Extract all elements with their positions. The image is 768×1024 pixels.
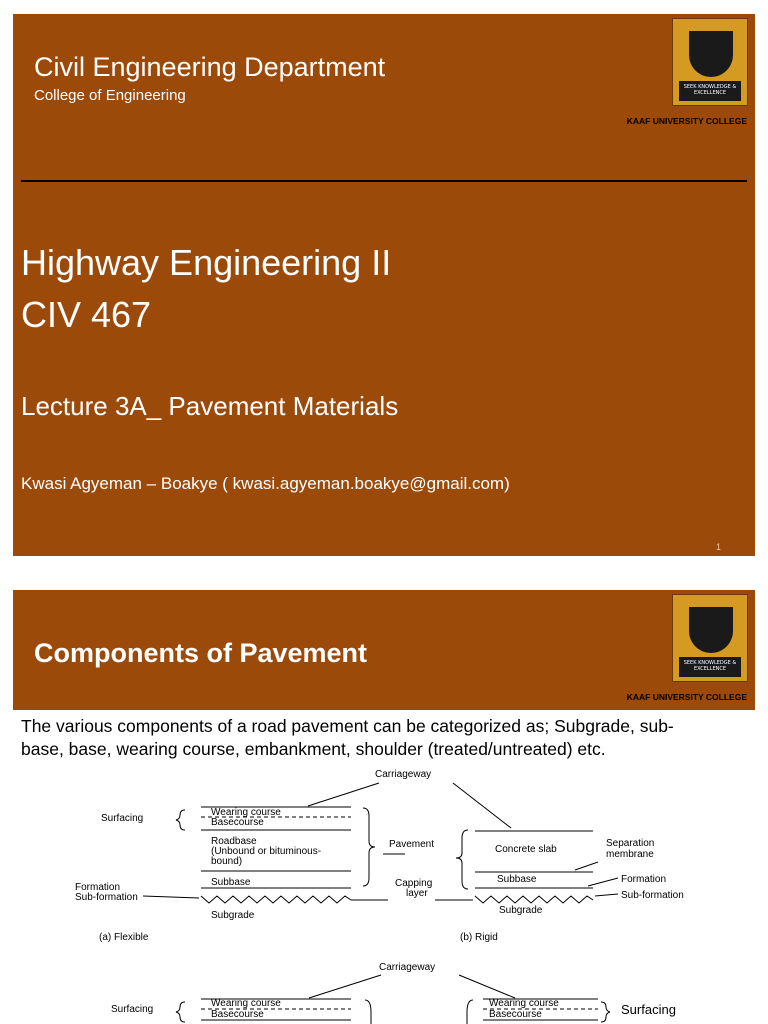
body-text-line-1: The various components of a road pavement can be categorized as; Subgrade, sub- — [21, 716, 674, 736]
subbase-right-label: Subbase — [497, 874, 537, 885]
college-subtitle: College of Engineering — [34, 87, 186, 104]
shield-icon — [689, 31, 733, 77]
membrane-label: membrane — [606, 849, 654, 860]
logo-motto: SEEK KNOWLEDGE & EXCELLENCE — [679, 657, 741, 677]
wearing-course-label: Wearing course — [211, 807, 281, 818]
separation-label: Separation — [606, 838, 655, 849]
roadbase-bound-label: bound) — [211, 856, 243, 867]
subbase-left-label: Subbase — [211, 877, 251, 888]
header-divider — [21, 180, 747, 182]
carriageway-label: Carriageway — [375, 769, 432, 780]
content-slide — [13, 590, 755, 1024]
caption-rigid: (b) Rigid — [460, 932, 498, 943]
subformation-left-label: Sub-formation — [75, 892, 138, 903]
subformation-right-label: Sub-formation — [621, 890, 684, 901]
author-line: Kwasi Agyeman – Boakye ( kwasi.agyeman.boakye@gmail.com) — [21, 474, 510, 493]
wearing-right-label: Wearing course — [489, 998, 559, 1009]
body-text-line-2: base, base, wearing course, embankment, shoulder (treated/untreated) etc. — [21, 739, 606, 759]
capping-label: Capping — [395, 878, 433, 889]
institution-label: KAAF UNIVERSITY COLLEGE — [626, 692, 747, 702]
roadbase-label: Roadbase — [211, 836, 257, 847]
carriageway-label: Carriageway — [379, 962, 436, 973]
university-logo — [672, 594, 748, 682]
university-logo — [672, 18, 748, 106]
wearing-left-label: Wearing course — [211, 998, 281, 1009]
shield-icon — [689, 607, 733, 653]
slide-header — [13, 590, 755, 710]
formation-right-label: Formation — [621, 874, 667, 885]
logo-motto: SEEK KNOWLEDGE & EXCELLENCE — [679, 81, 741, 101]
title-slide — [13, 14, 755, 556]
department-title: Civil Engineering Department — [34, 52, 386, 82]
pavement-diagram-flexible-rigid — [13, 766, 755, 946]
pavement-label: Pavement — [389, 839, 435, 850]
course-name: Highway Engineering II — [21, 242, 392, 283]
formation-left-label: Formation — [75, 882, 121, 893]
surfacing-label: Surfacing — [101, 813, 144, 824]
concrete-slab-label: Concrete slab — [495, 844, 557, 855]
roadbase-type-label: (Unbound or bituminous- — [211, 846, 322, 857]
surfacing-left-label: Surfacing — [111, 1004, 154, 1015]
lecture-title: Lecture 3A_ Pavement Materials — [21, 391, 399, 421]
institution-label: KAAF UNIVERSITY COLLEGE — [626, 116, 747, 126]
course-code: CIV 467 — [21, 294, 152, 335]
page-number: 1 — [716, 542, 722, 552]
subgrade-right-label: Subgrade — [499, 905, 543, 916]
capping-layer-label: layer — [406, 888, 428, 899]
slide-title: Components of Pavement — [34, 638, 368, 668]
surfacing-right-label: Surfacing — [621, 1002, 676, 1017]
basecourse-label: Basecourse — [211, 817, 264, 828]
basecourse-left-label: Basecourse — [211, 1009, 264, 1020]
caption-flexible: (a) Flexible — [99, 932, 149, 943]
basecourse-right-label: Basecourse — [489, 1009, 542, 1020]
pavement-diagram-second — [13, 958, 755, 1024]
subgrade-left-label: Subgrade — [211, 910, 255, 921]
